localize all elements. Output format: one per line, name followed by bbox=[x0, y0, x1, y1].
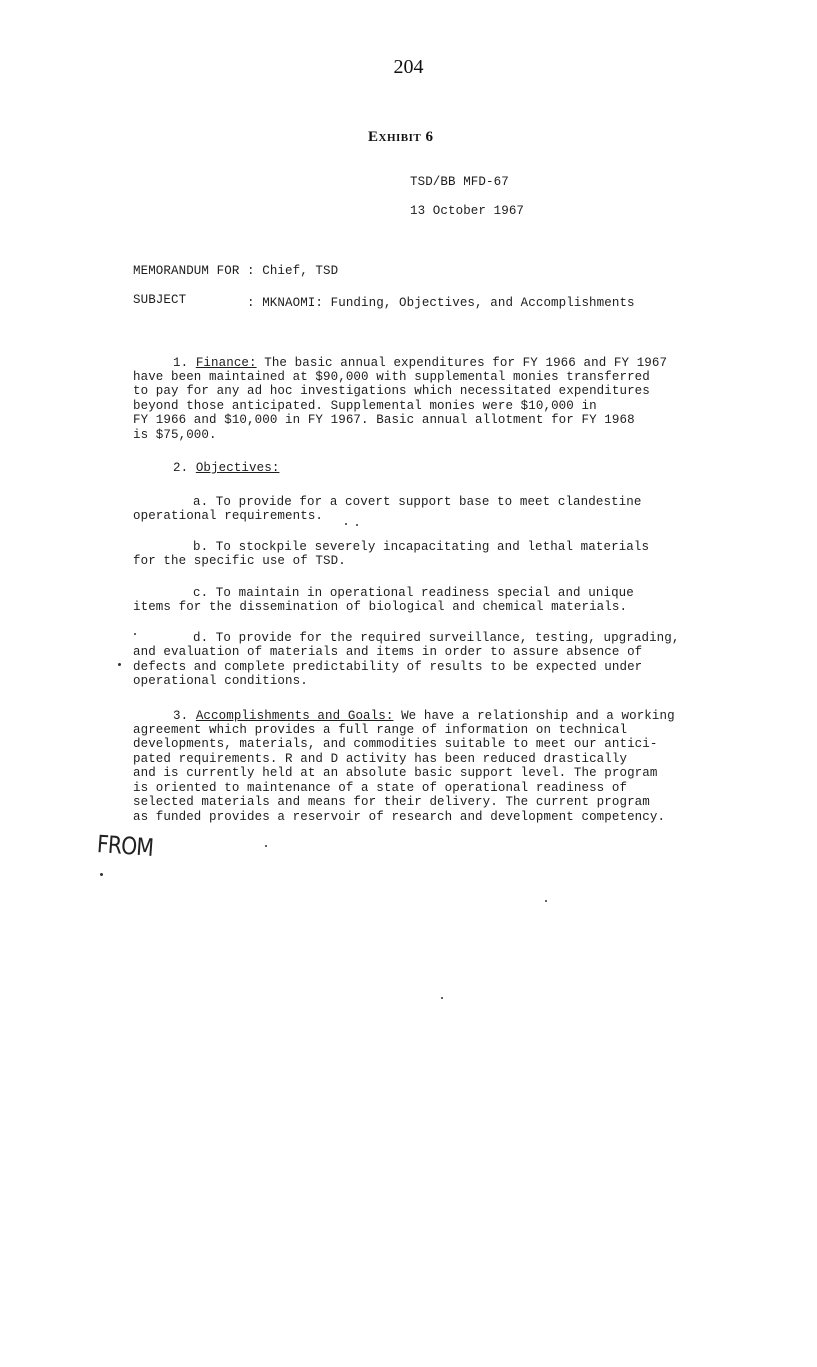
objective-d-line: defects and complete predictability of results to be expected under bbox=[133, 660, 643, 674]
accomplishments-first-line bbox=[173, 709, 675, 723]
objectives-title bbox=[173, 461, 279, 475]
objective-d-line: operational conditions. bbox=[133, 674, 308, 688]
finance-line: The basic annual expenditures for FY 1966 and FY 1967 bbox=[264, 356, 668, 370]
objective-b-line: b. To stockpile severely incapacitating and lethal materials bbox=[193, 540, 650, 554]
reference-number: TSD/BB MFD-67 bbox=[410, 175, 509, 189]
accomplishments-line: and is currently held at an absolute basic support level. The program bbox=[133, 766, 658, 780]
accomplishments-number: 3. bbox=[173, 709, 189, 723]
memo-date: 13 October 1967 bbox=[410, 204, 525, 218]
scan-speck bbox=[345, 523, 347, 525]
subject-value: : MKNAOMI: Funding, Objectives, and Accomplishments bbox=[247, 296, 635, 310]
page-number: 204 bbox=[393, 56, 424, 78]
finance-line: beyond those anticipated. Supplemental monies were $10,000 in bbox=[133, 399, 597, 413]
accomplishments-line: pated requirements. R and D activity has been reduced drastically bbox=[133, 752, 628, 766]
objective-c-line: c. To maintain in operational readiness special and unique bbox=[193, 586, 634, 600]
accomplishments-line: developments, materials, and commodities suitable to meet our antici- bbox=[133, 737, 658, 751]
exhibit-title-text: Exhibit 6 bbox=[368, 129, 434, 145]
scan-speck bbox=[441, 997, 443, 999]
finance-number: 1. bbox=[173, 356, 189, 370]
finance-line: FY 1966 and $10,000 in FY 1967. Basic annual allotment for FY 1968 bbox=[133, 413, 635, 427]
scan-speck bbox=[356, 524, 358, 526]
objective-a-line: operational requirements. bbox=[133, 509, 324, 523]
objective-d-line: and evaluation of materials and items in order to assure absence of bbox=[133, 645, 643, 659]
subject-label: SUBJECT bbox=[133, 293, 187, 307]
objectives-number: 2. bbox=[173, 461, 189, 475]
finance-line: is $75,000. bbox=[133, 428, 217, 442]
accomplishments-line: agreement which provides a full range of information on technical bbox=[133, 723, 628, 737]
accomplishments-line: as funded provides a reservoir of research and development competency. bbox=[133, 810, 666, 824]
scan-speck bbox=[265, 845, 267, 847]
finance-line: to pay for any ad hoc investigations which necessitated expenditures bbox=[133, 384, 650, 398]
exhibit-title bbox=[368, 129, 434, 146]
finance-first-line bbox=[173, 356, 667, 370]
objectives-heading: Objectives: bbox=[195, 461, 280, 475]
objective-c-line: items for the dissemination of biological and chemical materials. bbox=[133, 600, 628, 614]
handwritten-from-note: FROM bbox=[96, 830, 155, 862]
accomplishments-line: We have a relationship and a working bbox=[401, 709, 675, 723]
finance-line: have been maintained at $90,000 with supplemental monies transferred bbox=[133, 370, 650, 384]
objective-b-line: for the specific use of TSD. bbox=[133, 554, 346, 568]
finance-heading: Finance: bbox=[195, 356, 257, 370]
scan-speck bbox=[100, 873, 103, 876]
scan-speck bbox=[545, 900, 547, 902]
accomplishments-line: is oriented to maintenance of a state of operational readiness of bbox=[133, 781, 628, 795]
memorandum-for: MEMORANDUM FOR : Chief, TSD bbox=[133, 264, 339, 278]
scan-speck bbox=[118, 663, 121, 666]
accomplishments-line: selected materials and means for their delivery. The current program bbox=[133, 795, 650, 809]
objective-d-line: d. To provide for the required surveillance, testing, upgrading, bbox=[193, 631, 680, 645]
accomplishments-heading: Accomplishments and Goals: bbox=[195, 709, 394, 723]
objective-a-line: a. To provide for a covert support base to meet clandestine bbox=[193, 495, 642, 509]
scan-speck bbox=[134, 633, 136, 635]
